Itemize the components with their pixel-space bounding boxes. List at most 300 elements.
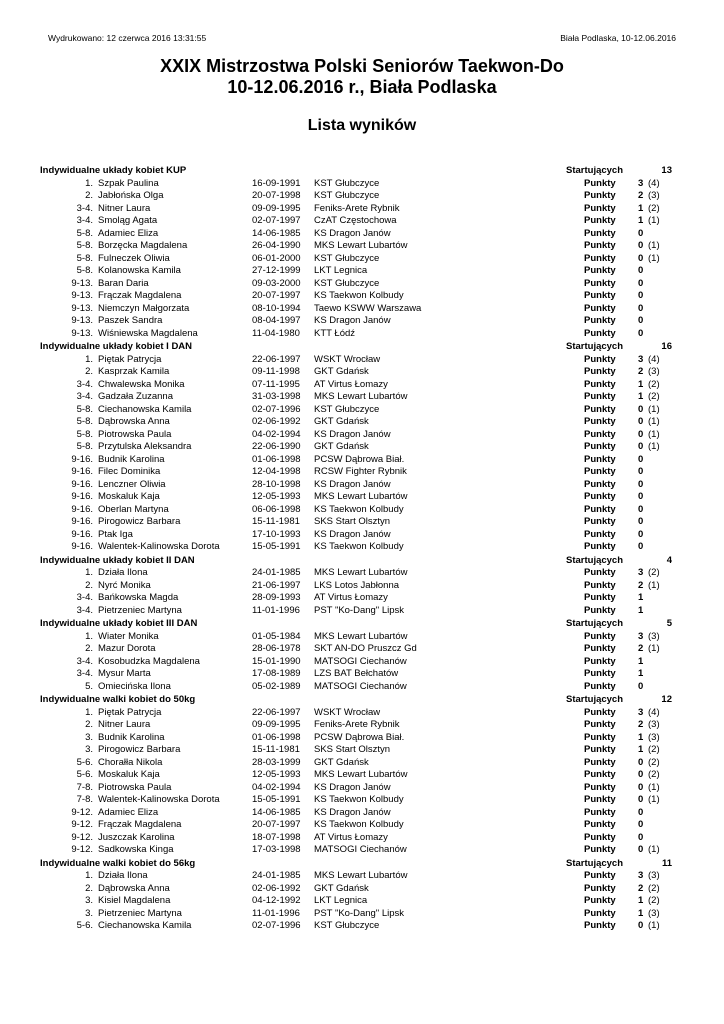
points-value: 1: [638, 215, 644, 226]
points-extra: (3): [648, 366, 660, 377]
competitor-name: Pietrzeniec Martyna: [98, 907, 182, 919]
birth-date: 12-05-1993: [252, 769, 301, 780]
result-row: [0, 416, 724, 429]
place: 5-8.: [76, 265, 93, 276]
points-extra: (1): [648, 844, 660, 855]
points-label: Punkty: [584, 907, 616, 919]
points-label: Punkty: [584, 643, 616, 654]
club-name: KS Dragon Janów: [314, 528, 391, 540]
club-name: KS Taekwon Kolbudy: [314, 290, 404, 301]
points-label: Punkty: [584, 731, 616, 743]
competitor-name: Wiater Monika: [98, 630, 159, 642]
points-value: 0: [638, 428, 644, 440]
place: 3-4.: [76, 378, 93, 390]
result-row: [0, 567, 724, 580]
club-name: GKT Gdańsk: [314, 441, 369, 452]
place: 9-13.: [71, 315, 93, 326]
starters-label: Startujących: [566, 694, 624, 705]
points-value: 0: [638, 327, 644, 339]
place: 9-16.: [71, 478, 93, 490]
club-name: KS Dragon Janów: [314, 478, 391, 490]
points-extra: (2): [648, 378, 660, 390]
place: 3-4.: [76, 592, 93, 603]
result-row: [0, 215, 724, 228]
club-name: KS Taekwon Kolbudy: [314, 503, 404, 515]
points-label: Punkty: [584, 503, 616, 515]
birth-date: 15-11-1981: [252, 744, 300, 755]
page-subtitle: Lista wyników: [307, 117, 417, 134]
club-name: KS Taekwon Kolbudy: [314, 794, 404, 805]
points-label: Punkty: [584, 630, 616, 642]
result-row: [0, 668, 724, 681]
result-row: [0, 516, 724, 529]
points-value: 0: [638, 844, 644, 855]
place: 3-4.: [76, 391, 93, 402]
points-value: 0: [638, 441, 644, 452]
place: 5-8.: [76, 441, 93, 452]
birth-date: 15-01-1990: [252, 655, 301, 667]
competitor-name: Szpak Paulina: [98, 177, 159, 189]
place: 3-4.: [76, 215, 93, 226]
competitor-name: Frączak Magdalena: [98, 290, 182, 301]
birth-date: 09-03-2000: [252, 277, 301, 289]
starters-count: 5: [666, 618, 672, 629]
points-extra: (2): [648, 769, 660, 780]
place-date: Biała Podlaska, 10-12.06.2016: [560, 33, 676, 43]
competitor-name: Działa Ilona: [98, 567, 148, 578]
place: 9-13.: [71, 290, 93, 301]
competitor-name: Kasprzak Kamila: [98, 366, 170, 377]
page-title: XXIX Mistrzostwa Polski Seniorów Taekwon-Do: [160, 56, 564, 76]
points-extra: (1): [648, 920, 660, 931]
result-row: [0, 580, 724, 593]
result-row: [0, 807, 724, 820]
result-row: [0, 379, 724, 392]
result-row: [0, 870, 724, 883]
starters-count: 4: [666, 554, 672, 566]
points-label: Punkty: [584, 302, 616, 314]
points-value: 2: [638, 719, 644, 730]
points-label: Punkty: [584, 215, 616, 226]
points-extra: (1): [648, 794, 660, 805]
competitor-name: Wiśniewska Magdalena: [98, 327, 198, 339]
place: 2.: [85, 366, 93, 377]
points-label: Punkty: [584, 327, 616, 339]
club-name: MKS Lewart Lubartów: [314, 491, 408, 502]
club-name: MATSOGI Ciechanów: [314, 655, 407, 667]
points-value: 1: [638, 604, 644, 616]
points-extra: (1): [648, 441, 660, 452]
club-name: PST "Ko-Dang" Lipsk: [314, 604, 404, 616]
points-value: 0: [638, 806, 644, 818]
club-name: KS Dragon Janów: [314, 781, 391, 793]
points-value: 0: [638, 453, 644, 465]
points-label: Punkty: [584, 719, 616, 730]
club-name: Taewo KSWW Warszawa: [314, 302, 422, 314]
place: 7-8.: [76, 781, 93, 793]
result-row: [0, 315, 724, 328]
points-label: Punkty: [584, 592, 616, 603]
competitor-name: Moskaluk Kaja: [98, 769, 160, 780]
birth-date: 11-01-1996: [252, 604, 300, 616]
section-header: [0, 164, 724, 178]
birth-date: 11-04-1980: [252, 327, 300, 339]
section-header: [0, 340, 724, 354]
starters-label: Startujących: [566, 618, 624, 629]
starters-count: 11: [661, 857, 672, 869]
birth-date: 15-11-1981: [252, 516, 300, 527]
competitor-name: Ptak Iga: [98, 528, 133, 540]
points-label: Punkty: [584, 378, 616, 390]
place: 2.: [85, 579, 93, 591]
place: 9-16.: [71, 541, 93, 552]
starters-count: 13: [661, 165, 672, 176]
competitor-name: Oberlan Martyna: [98, 503, 169, 515]
points-value: 3: [638, 870, 644, 881]
result-row: [0, 190, 724, 203]
place: 5.: [85, 680, 93, 692]
competitor-name: Pirogowicz Barbara: [98, 744, 181, 755]
birth-date: 16-09-1991: [252, 177, 301, 189]
points-value: 0: [638, 403, 644, 415]
points-label: Punkty: [584, 541, 616, 552]
points-extra: (2): [648, 202, 660, 214]
place: 3-4.: [76, 655, 93, 667]
club-name: MKS Lewart Lubartów: [314, 391, 408, 402]
result-row: [0, 819, 724, 832]
points-label: Punkty: [584, 882, 616, 894]
birth-date: 08-10-1994: [252, 302, 301, 314]
points-label: Punkty: [584, 453, 616, 465]
result-row: [0, 529, 724, 542]
result-row: [0, 466, 724, 479]
place: 9-13.: [71, 302, 93, 314]
club-name: KST Głubczyce: [314, 403, 380, 415]
points-label: Punkty: [584, 202, 616, 214]
points-value: 0: [638, 769, 644, 780]
points-value: 2: [638, 579, 644, 591]
points-label: Punkty: [584, 391, 616, 402]
result-row: [0, 757, 724, 770]
competitor-name: Jabłońska Olga: [98, 190, 164, 201]
club-name: KS Dragon Janów: [314, 428, 391, 440]
club-name: SKT AN-DO Pruszcz Gd: [314, 643, 417, 654]
starters-count: 16: [661, 341, 672, 352]
points-value: 0: [638, 541, 644, 552]
result-row: [0, 681, 724, 694]
competitor-name: Budnik Karolina: [98, 731, 165, 743]
points-value: 2: [638, 190, 644, 201]
points-value: 0: [638, 781, 644, 793]
points-extra: (1): [648, 403, 660, 415]
place: 1.: [85, 630, 93, 642]
points-label: Punkty: [584, 290, 616, 301]
birth-date: 02-07-1997: [252, 215, 301, 226]
place: 1.: [85, 706, 93, 718]
result-row: [0, 643, 724, 656]
place: 5-8.: [76, 428, 93, 440]
points-value: 3: [638, 706, 644, 718]
print-timestamp: Wydrukowano: 12 czerwca 2016 13:31:55: [48, 33, 207, 43]
birth-date: 01-05-1984: [252, 630, 301, 642]
club-name: LZS BAT Bełchatów: [314, 668, 399, 679]
birth-date: 06-06-1998: [252, 503, 301, 515]
points-label: Punkty: [584, 265, 616, 276]
section-header: [0, 554, 724, 568]
points-extra: (1): [648, 215, 660, 226]
competitor-name: Baran Daria: [98, 277, 149, 289]
points-label: Punkty: [584, 190, 616, 201]
points-label: Punkty: [584, 844, 616, 855]
birth-date: 14-06-1985: [252, 806, 301, 818]
club-name: MATSOGI Ciechanów: [314, 680, 407, 692]
points-label: Punkty: [584, 353, 616, 365]
points-label: Punkty: [584, 794, 616, 805]
place: 1.: [85, 870, 93, 881]
competitor-name: Adamiec Eliza: [98, 806, 159, 818]
result-row: [0, 656, 724, 669]
points-label: Punkty: [584, 478, 616, 490]
result-row: [0, 504, 724, 517]
place: 3.: [85, 744, 93, 755]
club-name: SKS Start Olsztyn: [314, 516, 391, 527]
result-row: [0, 744, 724, 757]
result-row: [0, 178, 724, 191]
place: 5-8.: [76, 403, 93, 415]
result-row: [0, 541, 724, 554]
points-extra: (4): [648, 706, 660, 718]
birth-date: 15-05-1991: [252, 541, 301, 552]
birth-date: 22-06-1990: [252, 441, 301, 452]
points-label: Punkty: [584, 920, 616, 931]
birth-date: 28-03-1999: [252, 756, 301, 768]
results-section: [0, 617, 724, 693]
result-row: [0, 228, 724, 241]
birth-date: 02-07-1996: [252, 920, 301, 931]
points-label: Punkty: [584, 769, 616, 780]
section-title: Indywidualne układy kobiet II DAN: [40, 554, 195, 566]
result-row: [0, 479, 724, 492]
points-extra: (3): [648, 190, 660, 201]
birth-date: 22-06-1997: [252, 353, 301, 365]
points-label: Punkty: [584, 655, 616, 667]
birth-date: 12-05-1993: [252, 491, 301, 502]
points-extra: (1): [648, 240, 660, 251]
club-name: WSKT Wrocław: [314, 353, 381, 365]
club-name: KS Taekwon Kolbudy: [314, 541, 404, 552]
result-row: [0, 240, 724, 253]
place: 2.: [85, 882, 93, 894]
birth-date: 05-02-1989: [252, 680, 301, 692]
points-value: 0: [638, 240, 644, 251]
points-value: 3: [638, 177, 644, 189]
points-value: 0: [638, 302, 644, 314]
points-value: 1: [638, 391, 644, 402]
club-name: GKT Gdańsk: [314, 416, 369, 427]
competitor-name: Chwalewska Monika: [98, 378, 185, 390]
birth-date: 02-06-1992: [252, 416, 301, 427]
place: 3-4.: [76, 668, 93, 679]
birth-date: 24-01-1985: [252, 870, 301, 881]
birth-date: 07-11-1995: [252, 378, 300, 390]
points-value: 0: [638, 290, 644, 301]
points-label: Punkty: [584, 895, 616, 906]
points-value: 1: [638, 655, 644, 667]
place: 5-6.: [76, 769, 93, 780]
results-list: [0, 164, 724, 933]
birth-date: 04-02-1994: [252, 428, 301, 440]
points-extra: (2): [648, 756, 660, 768]
club-name: GKT Gdańsk: [314, 756, 369, 768]
points-extra: (1): [648, 781, 660, 793]
competitor-name: Walentek-Kalinowska Dorota: [98, 541, 220, 552]
points-label: Punkty: [584, 366, 616, 377]
birth-date: 31-03-1998: [252, 391, 301, 402]
birth-date: 02-07-1996: [252, 403, 301, 415]
competitor-name: Nitner Laura: [98, 719, 151, 730]
starters-label: Startujących: [566, 341, 624, 352]
result-row: [0, 794, 724, 807]
competitor-name: Omiecińska Ilona: [98, 680, 171, 692]
points-extra: (2): [648, 391, 660, 402]
starters-label: Startujących: [566, 857, 624, 869]
points-value: 0: [638, 819, 644, 830]
club-name: MKS Lewart Lubartów: [314, 567, 408, 578]
club-name: SKS Start Olsztyn: [314, 744, 391, 755]
result-row: [0, 203, 724, 216]
points-value: 0: [638, 466, 644, 477]
competitor-name: Paszek Sandra: [98, 315, 163, 326]
result-row: [0, 883, 724, 896]
club-name: PST "Ko-Dang" Lipsk: [314, 907, 404, 919]
points-value: 0: [638, 528, 644, 540]
points-extra: (3): [648, 630, 660, 642]
competitor-name: Lenczner Oliwia: [98, 478, 166, 490]
points-extra: (1): [648, 252, 660, 264]
birth-date: 28-10-1998: [252, 478, 301, 490]
place: 9-12.: [71, 831, 93, 843]
points-label: Punkty: [584, 756, 616, 768]
place: 9-16.: [71, 528, 93, 540]
result-row: [0, 895, 724, 908]
competitor-name: Niemczyn Małgorzata: [98, 302, 190, 314]
section-header: [0, 617, 724, 631]
result-row: [0, 769, 724, 782]
points-value: 0: [638, 416, 644, 427]
points-value: 0: [638, 794, 644, 805]
competitor-name: Juszczak Karolina: [98, 831, 175, 843]
place: 9-16.: [71, 466, 93, 477]
birth-date: 28-09-1993: [252, 592, 301, 603]
points-label: Punkty: [584, 491, 616, 502]
result-row: [0, 631, 724, 644]
points-value: 0: [638, 756, 644, 768]
section-title: Indywidualne walki kobiet do 50kg: [40, 694, 196, 705]
points-value: 2: [638, 643, 644, 654]
result-row: [0, 782, 724, 795]
club-name: KST Głubczyce: [314, 252, 380, 264]
points-extra: (1): [648, 428, 660, 440]
club-name: KTT Łódź: [314, 327, 356, 339]
points-value: 0: [638, 252, 644, 264]
competitor-name: Przytulska Aleksandra: [98, 441, 192, 452]
points-value: 3: [638, 630, 644, 642]
points-label: Punkty: [584, 567, 616, 578]
result-row: [0, 253, 724, 266]
points-label: Punkty: [584, 706, 616, 718]
points-extra: (3): [648, 907, 660, 919]
competitor-name: Moskaluk Kaja: [98, 491, 160, 502]
birth-date: 20-07-1997: [252, 290, 301, 301]
birth-date: 17-10-1993: [252, 528, 301, 540]
points-value: 1: [638, 668, 644, 679]
points-extra: (2): [648, 882, 660, 894]
competitor-name: Piętak Patrycja: [98, 706, 162, 718]
club-name: MKS Lewart Lubartów: [314, 240, 408, 251]
result-row: [0, 328, 724, 341]
competitor-name: Gadzała Zuzanna: [98, 391, 173, 402]
place: 9-16.: [71, 516, 93, 527]
birth-date: 17-03-1998: [252, 844, 301, 855]
club-name: LKS Lotos Jabłonna: [314, 579, 400, 591]
club-name: LKT Legnica: [314, 895, 368, 906]
competitor-name: Frączak Magdalena: [98, 819, 182, 830]
birth-date: 06-01-2000: [252, 252, 301, 264]
birth-date: 18-07-1998: [252, 831, 301, 843]
competitor-name: Pirogowicz Barbara: [98, 516, 181, 527]
points-value: 1: [638, 907, 644, 919]
section-header: [0, 693, 724, 707]
club-name: MATSOGI Ciechanów: [314, 844, 407, 855]
birth-date: 09-09-1995: [252, 202, 301, 214]
points-value: 0: [638, 265, 644, 276]
birth-date: 20-07-1997: [252, 819, 301, 830]
club-name: KST Głubczyce: [314, 920, 380, 931]
birth-date: 09-09-1995: [252, 719, 301, 730]
place: 3-4.: [76, 202, 93, 214]
competitor-name: Piotrowska Paula: [98, 428, 172, 440]
birth-date: 01-06-1998: [252, 453, 301, 465]
place: 9-12.: [71, 844, 93, 855]
birth-date: 08-04-1997: [252, 315, 301, 326]
points-label: Punkty: [584, 315, 616, 326]
points-label: Punkty: [584, 744, 616, 755]
points-label: Punkty: [584, 277, 616, 289]
result-row: [0, 290, 724, 303]
place: 5-6.: [76, 920, 93, 931]
points-label: Punkty: [584, 579, 616, 591]
birth-date: 11-01-1996: [252, 907, 300, 919]
points-label: Punkty: [584, 516, 616, 527]
club-name: Feniks-Arete Rybnik: [314, 202, 400, 214]
place: 1.: [85, 353, 93, 365]
place: 9-12.: [71, 806, 93, 818]
birth-date: 24-01-1985: [252, 567, 301, 578]
result-row: [0, 278, 724, 291]
club-name: MKS Lewart Lubartów: [314, 769, 408, 780]
points-extra: (4): [648, 177, 660, 189]
section-header: [0, 857, 724, 871]
points-value: 0: [638, 680, 644, 692]
birth-date: 28-06-1978: [252, 643, 301, 654]
birth-date: 12-04-1998: [252, 466, 301, 477]
competitor-name: Smoląg Agata: [98, 215, 158, 226]
points-label: Punkty: [584, 428, 616, 440]
points-label: Punkty: [584, 528, 616, 540]
points-value: 0: [638, 503, 644, 515]
section-title: Indywidualne układy kobiet III DAN: [40, 618, 198, 629]
result-row: [0, 354, 724, 367]
